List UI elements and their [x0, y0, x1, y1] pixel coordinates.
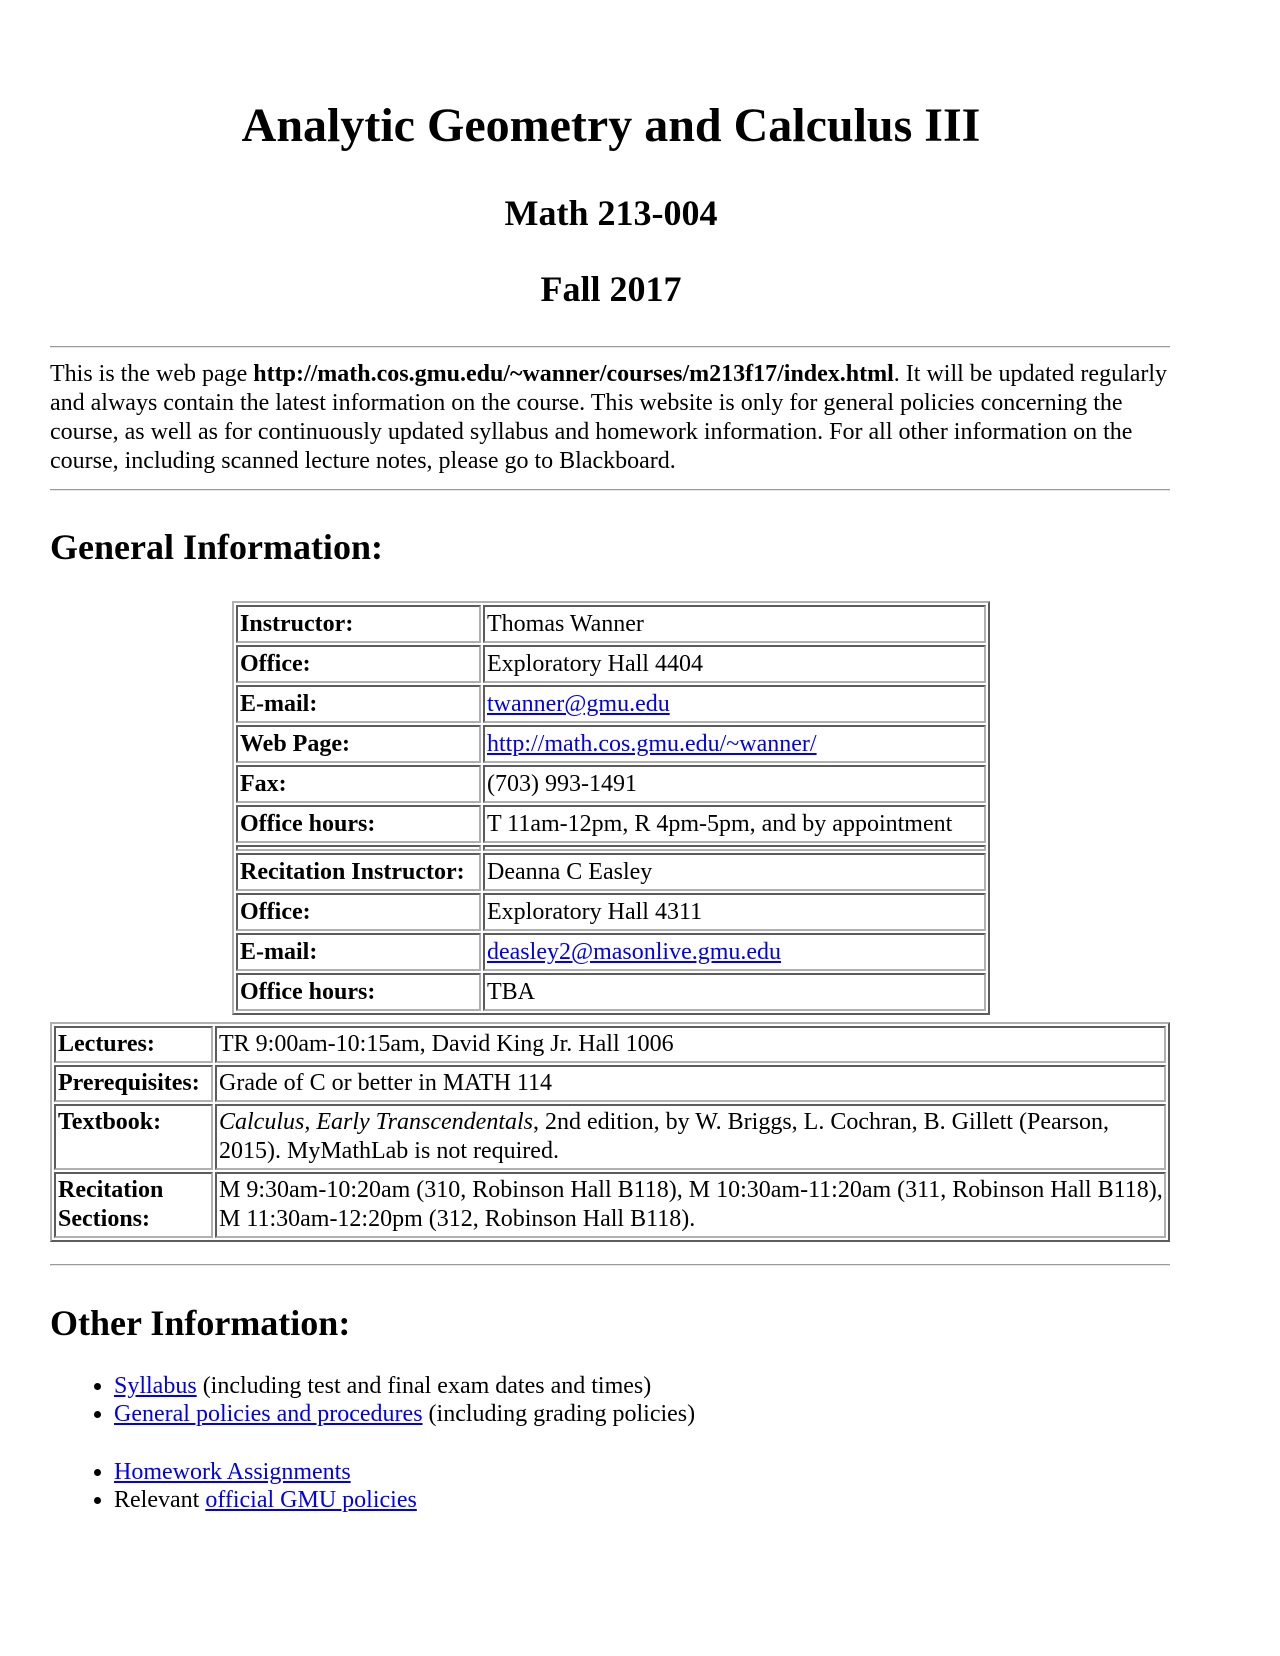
course-number: Math 213-004 [504, 193, 718, 233]
list-item [114, 1458, 417, 1486]
table-separator-row [236, 845, 986, 851]
table-row [236, 933, 986, 971]
horizontal-rule [50, 489, 1170, 491]
textbook-value [215, 1104, 1166, 1170]
textbook-label: Textbook: [54, 1104, 213, 1170]
prerequisites-label: Prerequisites: [54, 1065, 213, 1102]
instructor-table [232, 601, 990, 1015]
list-item [114, 1372, 695, 1400]
policies-link[interactable]: General policies and procedures [114, 1401, 423, 1427]
recitation-email-label: E-mail: [236, 933, 481, 971]
webpage-label: Web Page: [236, 725, 481, 763]
table-row [236, 765, 986, 803]
office-hours-value: T 11am-12pm, R 4pm-5pm, and by appointment [483, 805, 986, 843]
table-row [54, 1065, 1166, 1102]
separator-cell [236, 845, 481, 851]
syllabus-link[interactable]: Syllabus [114, 1373, 197, 1399]
table-row [236, 605, 986, 643]
office-label: Office: [236, 645, 481, 683]
other-information-heading: Other Information: [50, 1303, 351, 1343]
table-row [236, 725, 986, 763]
email-link[interactable]: twanner@gmu.edu [487, 691, 670, 717]
homework-link[interactable]: Homework Assignments [114, 1459, 351, 1485]
intro-text-after: . It will be updated regularly and always contain the latest information on the course. This website is only for general policies concerning the course, as well as for continuously updated syllabus and homework information. For all other information on the course, including scanned lecture notes, please go to Blackboard. [50, 361, 1168, 474]
horizontal-rule [50, 1264, 1170, 1266]
table-row [236, 973, 986, 1011]
table-row [54, 1026, 1166, 1063]
recitation-sections-label: Recitation Sections: [54, 1172, 213, 1238]
separator-cell [483, 845, 986, 851]
office-value: Exploratory Hall 4404 [483, 645, 986, 683]
email-cell [483, 685, 986, 723]
other-info-list [50, 1372, 695, 1428]
email-label: E-mail: [236, 685, 481, 723]
table-row [236, 893, 986, 931]
list-item [114, 1400, 695, 1428]
office-hours-label: Office hours: [236, 805, 481, 843]
table-row [54, 1104, 1166, 1170]
course-details-table [50, 1022, 1170, 1242]
general-information-heading: General Information: [50, 527, 383, 567]
table-row [54, 1172, 1166, 1238]
recitation-instructor-label: Recitation Instructor: [236, 853, 481, 891]
prerequisites-value: Grade of C or better in MATH 114 [215, 1065, 1166, 1102]
intro-paragraph [50, 360, 1170, 476]
fax-value: (703) 993-1491 [483, 765, 986, 803]
table-row [236, 645, 986, 683]
recitation-instructor-value: Deanna C Easley [483, 853, 986, 891]
intro-text-before: This is the web page [50, 361, 254, 387]
recitation-office-hours-label: Office hours: [236, 973, 481, 1011]
table-row [236, 805, 986, 843]
webpage-link[interactable]: http://math.cos.gmu.edu/~wanner/ [487, 731, 817, 757]
horizontal-rule [50, 346, 1170, 348]
recitation-sections-value: M 9:30am-10:20am (310, Robinson Hall B118), M 10:30am-11:20am (311, Robinson Hall B118), M 11:30am-12:20pm (312, Robinson Hall B118). [215, 1172, 1166, 1238]
page-title: Analytic Geometry and Calculus III [241, 99, 981, 152]
gmu-policies-link[interactable]: official GMU policies [205, 1487, 417, 1513]
recitation-office-hours-value: TBA [483, 973, 986, 1011]
textbook-details: , 2nd edition, by W. Briggs, L. Cochran, B. Gillett (Pearson, 2015). MyMathLab is not required. [219, 1109, 1109, 1164]
table-row [236, 853, 986, 891]
course-term: Fall 2017 [540, 269, 682, 309]
lectures-value: TR 9:00am-10:15am, David King Jr. Hall 1006 [215, 1026, 1166, 1063]
policies-note: (including grading policies) [422, 1401, 696, 1427]
instructor-label: Instructor: [236, 605, 481, 643]
recitation-office-label: Office: [236, 893, 481, 931]
syllabus-note: (including test and final exam dates and times) [196, 1373, 652, 1399]
instructor-value: Thomas Wanner [483, 605, 986, 643]
lectures-label: Lectures: [54, 1026, 213, 1063]
other-info-list-2 [50, 1458, 417, 1514]
webpage-cell [483, 725, 986, 763]
intro-url: http://math.cos.gmu.edu/~wanner/courses/m213f17/index.html [253, 361, 894, 387]
textbook-title: Calculus, Early Transcendentals [219, 1109, 533, 1135]
recitation-office-value: Exploratory Hall 4311 [483, 893, 986, 931]
fax-label: Fax: [236, 765, 481, 803]
table-row [236, 685, 986, 723]
list-item [114, 1486, 417, 1514]
recitation-email-cell [483, 933, 986, 971]
recitation-email-link[interactable]: deasley2@masonlive.gmu.edu [487, 939, 782, 965]
gmu-policies-prefix: Relevant [114, 1487, 206, 1513]
